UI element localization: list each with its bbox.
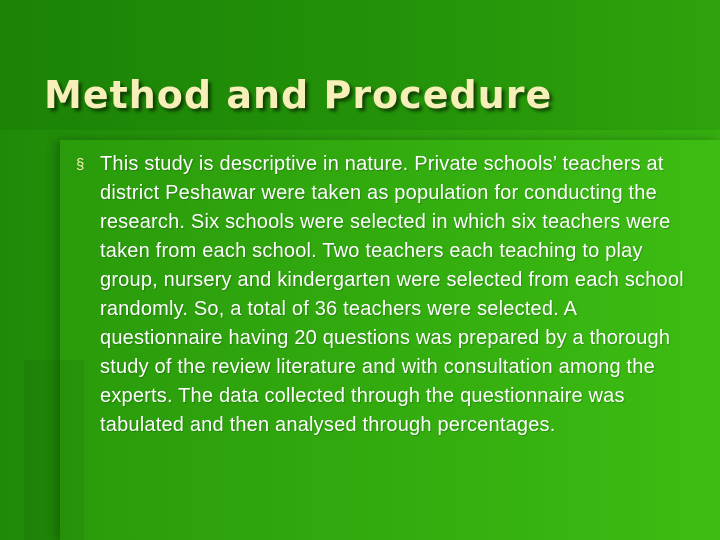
decorative-panel bbox=[24, 360, 84, 540]
bullet-item bbox=[76, 150, 696, 440]
bullet-text: This study is descriptive in nature. Private schools’ teachers at district Peshawar were taken as population for conducting the research. Six schools were selected in which six teachers were taken from each school. Two teachers each teaching to play group, nursery and kindergarten were selected from each school randomly. So, a total of 36 teachers were selected. A questionnaire having 20 questions was prepared by a thorough study of the review literature and with consultation among the experts. The data collected through the questionnaire was tabulated and then analysed through percentages. bbox=[100, 153, 684, 436]
bullet-list bbox=[76, 150, 696, 440]
section-sign-bullet-icon: § bbox=[76, 156, 85, 173]
slide-title: Method and Procedure bbox=[44, 73, 553, 118]
